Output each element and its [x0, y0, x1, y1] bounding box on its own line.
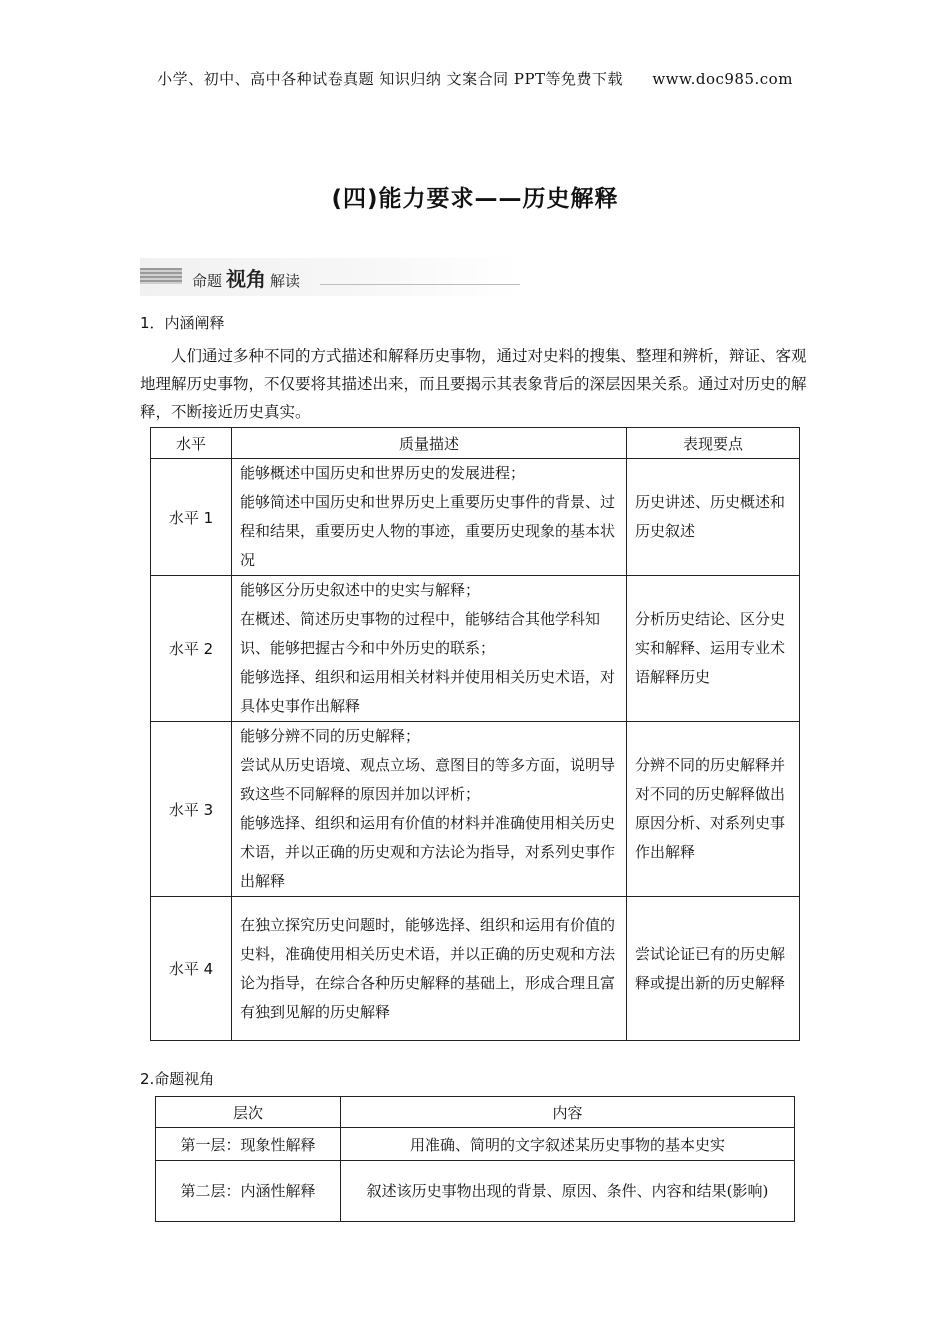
col-header-level: 水平	[151, 428, 232, 459]
col-header-content: 内容	[341, 1097, 795, 1128]
level-cell: 水平 2	[151, 576, 232, 722]
header-text: 小学、初中、高中各种试卷真题 知识归纳 文案合同 PPT等免费下载	[157, 70, 624, 88]
desc-line: 在概述、简述历史事物的过程中，能够结合其他学科知识、能够把握古今和中外历史的联系；	[240, 610, 601, 657]
table-header-row	[156, 1097, 795, 1128]
level-cell: 第二层：内涵性解释	[156, 1161, 341, 1222]
level-cell: 水平 3	[151, 722, 232, 897]
col-header-level: 层次	[156, 1097, 341, 1128]
desc-cell	[232, 576, 627, 722]
level-cell: 第一层：现象性解释	[156, 1128, 341, 1161]
section1-heading: 1．内涵阐释	[140, 314, 225, 332]
desc-line: 能够选择、组织和运用相关材料并使用相关历史术语，对具体史事作出解释	[240, 668, 616, 715]
table-row	[151, 722, 800, 897]
banner-big: 视角	[226, 267, 267, 291]
points-cell: 分辨不同的历史解释并对不同的历史解释做出原因分析、对系列史事作出解释	[627, 722, 800, 897]
table-row	[151, 897, 800, 1041]
points-cell: 分析历史结论、区分史实和解释、运用专业术语解释历史	[627, 576, 800, 722]
table-header-row	[151, 428, 800, 459]
desc-cell	[232, 722, 627, 897]
desc-line: 尝试从历史语境、观点立场、意图目的等多方面，说明导致这些不同解释的原因并加以评析；	[240, 756, 616, 803]
page-header	[0, 68, 950, 89]
banner-bar-decoration	[140, 268, 182, 284]
content-cell: 叙述该历史事物出现的背景、原因、条件、内容和结果(影响)	[341, 1161, 795, 1222]
desc-line: 在独立探究历史问题时，能够选择、组织和运用有价值的史料，准确使用相关历史术语，并以正确的历史观和方法论为指导，在综合各种历史解释的基础上，形成合理且富有独到见解的历史解释	[240, 915, 616, 1021]
level-cell: 水平 1	[151, 459, 232, 576]
level-cell: 水平 4	[151, 897, 232, 1041]
ability-levels-table	[150, 427, 800, 1041]
points-cell: 尝试论证已有的历史解释或提出新的历史解释	[627, 897, 800, 1041]
page-title: (四)能力要求——历史解释	[331, 186, 619, 212]
table-row	[151, 459, 800, 576]
banner-post: 解读	[270, 272, 301, 290]
desc-line: 能够选择、组织和运用有价值的材料并准确使用相关历史术语，并以正确的历史观和方法论为指导，对系列史事作出解释	[240, 814, 616, 890]
section-banner	[140, 258, 520, 296]
header-url[interactable]: www.doc985.com	[652, 70, 793, 88]
banner-text	[192, 263, 300, 292]
desc-cell	[232, 897, 627, 1041]
table-row	[151, 576, 800, 722]
banner-pre: 命题	[192, 272, 223, 290]
content-cell: 用准确、简明的文字叙述某历史事物的基本史实	[341, 1128, 795, 1161]
col-header-points: 表现要点	[627, 428, 800, 459]
section1-paragraph: 人们通过多种不同的方式描述和解释历史事物，通过对史料的搜集、整理和辨析，辩证、客观地理解历史事物，不仅要将其描述出来，而且要揭示其表象背后的深层因果关系。通过对历史的解释，不断接近历史真实。	[140, 347, 807, 421]
section2-heading: 2.命题视角	[140, 1070, 215, 1088]
table-row	[156, 1128, 795, 1161]
banner-rule	[320, 284, 520, 285]
desc-cell	[232, 459, 627, 576]
points-cell: 历史讲述、历史概述和历史叙述	[627, 459, 800, 576]
table-row	[156, 1161, 795, 1222]
desc-line: 能够简述中国历史和世界历史上重要历史事件的背景、过程和结果，重要历史人物的事迹，重要历史现象的基本状况	[240, 493, 616, 569]
question-perspective-table	[155, 1096, 795, 1222]
desc-line: 能够分辨不同的历史解释；	[240, 727, 421, 745]
desc-line: 能够区分历史叙述中的史实与解释；	[240, 581, 481, 599]
desc-line: 能够概述中国历史和世界历史的发展进程；	[240, 464, 526, 482]
col-header-desc: 质量描述	[232, 428, 627, 459]
